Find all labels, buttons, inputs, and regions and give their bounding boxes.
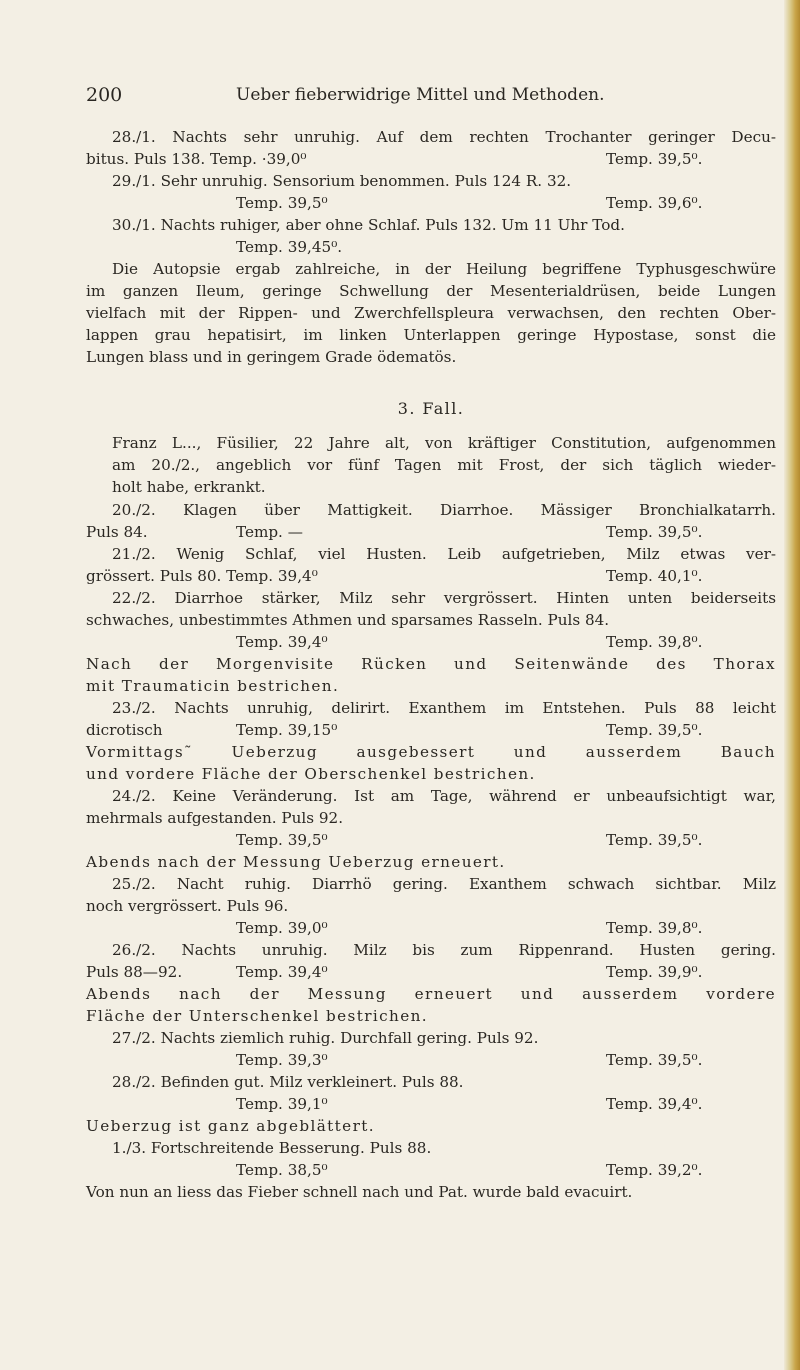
treatment-note: Abends nach der Messung erneuert und ausserdem vordere — [86, 985, 776, 1003]
treatment-note: Ueberzug ist ganz abgeblättert. — [86, 1117, 375, 1135]
autopsy-line: vielfach mit der Rippen- und Zwerchfellspleura verwachsen, den rechten Ober- — [86, 304, 776, 322]
treatment-note: Vormittags˜ Ueberzug ausgebessert und ausserdem Bauch — [86, 743, 776, 761]
entry-21-2-line1: 21./2. Wenig Schlaf, viel Husten. Leib aufgetrieben, Milz etwas ver- — [112, 545, 776, 563]
treatment-note: Fläche der Unterschenkel bestrichen. — [86, 1007, 429, 1025]
entry-1-3-line2: Temp. 38,5⁰ Temp. 39,2⁰. — [236, 1161, 703, 1179]
entry-27-2-line2: Temp. 39,3⁰ Temp. 39,5⁰. — [236, 1051, 703, 1069]
entry-21-2-line2: grössert. Puls 80. Temp. 39,4⁰ Temp. 40,1⁰. — [86, 567, 703, 585]
entry-27-2-line1: 27./2. Nachts ziemlich ruhig. Durchfall gering. Puls 92. — [112, 1029, 539, 1047]
entry-28-1-line1: 28./1. Nachts sehr unruhig. Auf dem rechten Trochanter geringer Decu- — [112, 128, 776, 146]
entry-22-2-line2: schwaches, unbestimmtes Athmen und sparsames Rasseln. Puls 84. — [86, 611, 610, 629]
autopsy-line: lappen grau hepatisirt, im linken Unterlappen geringe Hypostase, sonst die — [86, 326, 776, 344]
autopsy-line: Die Autopsie ergab zahlreiche, in der Heilung begriffene Typhusgeschwüre — [112, 260, 776, 278]
entry-28-1-line2: bitus. Puls 138. Temp. ·39,0⁰ Temp. 39,5⁰. — [86, 150, 703, 168]
entry-20-2-line2: Puls 84. Temp. — Temp. 39,5⁰. — [86, 523, 703, 541]
case-heading: 3. Fall. — [397, 399, 465, 418]
entry-24-2-line2: mehrmals aufgestanden. Puls 92. — [86, 809, 344, 827]
autopsy-line: im ganzen Ileum, geringe Schwellung der Mesenterialdrüsen, beide Lungen — [86, 282, 776, 300]
page-number: 200 — [86, 84, 123, 106]
entry-20-2-line1: 20./2. Klagen über Mattigkeit. Diarrhoe. Mässiger Bronchialkatarrh. — [112, 501, 776, 519]
entry-25-2-line1: 25./2. Nacht ruhig. Diarrhö gering. Exanthem schwach sichtbar. Milz — [112, 875, 776, 893]
final-line: Von nun an liess das Fieber schnell nach und Pat. wurde bald evacuirt. — [86, 1183, 633, 1201]
intro-line: Franz L..., Füsilier, 22 Jahre alt, von kräftiger Constitution, aufgenommen — [112, 434, 776, 452]
entry-28-2-line2: Temp. 39,1⁰ Temp. 39,4⁰. — [236, 1095, 703, 1113]
entry-29-1-line2: Temp. 39,5⁰ Temp. 39,6⁰. — [236, 194, 703, 212]
entry-1-3-line1: 1./3. Fortschreitende Besserung. Puls 88. — [112, 1139, 432, 1157]
entry-26-2-line2: Puls 88—92. Temp. 39,4⁰ Temp. 39,9⁰. — [86, 963, 703, 981]
entry-23-2-line2: dicrotisch Temp. 39,15⁰ Temp. 39,5⁰. — [86, 721, 703, 739]
autopsy-line: Lungen blass und in geringem Grade ödematös. — [86, 348, 457, 366]
treatment-note: mit Traumaticin bestrichen. — [86, 677, 340, 695]
running-title: Ueber fieberwidrige Mittel und Methoden. — [236, 85, 605, 105]
entry-30-1-line2: Temp. 39,45⁰. — [236, 238, 343, 256]
intro-line: am 20./2., angeblich vor fünf Tagen mit Frost, der sich täglich wieder- — [112, 456, 776, 474]
entry-25-2-line2: noch vergrössert. Puls 96. — [86, 897, 289, 915]
entry-28-2-line1: 28./2. Befinden gut. Milz verkleinert. Puls 88. — [112, 1073, 464, 1091]
page-edge — [784, 0, 800, 1370]
entry-22-2-line1: 22./2. Diarrhoe stärker, Milz sehr vergrössert. Hinten unten beiderseits — [112, 589, 776, 607]
entry-22-2-line3: Temp. 39,4⁰ Temp. 39,8⁰. — [236, 633, 703, 651]
entry-26-2-line1: 26./2. Nachts unruhig. Milz bis zum Rippenrand. Husten gering. — [112, 941, 776, 959]
entry-23-2-line1: 23./2. Nachts unruhig, delirirt. Exanthem im Entstehen. Puls 88 leicht — [112, 699, 776, 717]
intro-line: holt habe, erkrankt. — [112, 478, 266, 496]
entry-30-1-line1: 30./1. Nachts ruhiger, aber ohne Schlaf. Puls 132. Um 11 Uhr Tod. — [112, 216, 625, 234]
treatment-note: Abends nach der Messung Ueberzug erneuert. — [86, 853, 506, 871]
entry-29-1-line1: 29./1. Sehr unruhig. Sensorium benommen. Puls 124 R. 32. — [112, 172, 572, 190]
treatment-note: Nach der Morgenvisite Rücken und Seitenwände des Thorax — [86, 655, 776, 673]
page-header — [86, 84, 776, 106]
entry-24-2-line3: Temp. 39,5⁰ Temp. 39,5⁰. — [236, 831, 703, 849]
treatment-note: und vordere Fläche der Oberschenkel bestrichen. — [86, 765, 536, 783]
entry-25-2-line3: Temp. 39,0⁰ Temp. 39,8⁰. — [236, 919, 703, 937]
entry-24-2-line1: 24./2. Keine Veränderung. Ist am Tage, während er unbeaufsichtigt war, — [112, 787, 776, 805]
